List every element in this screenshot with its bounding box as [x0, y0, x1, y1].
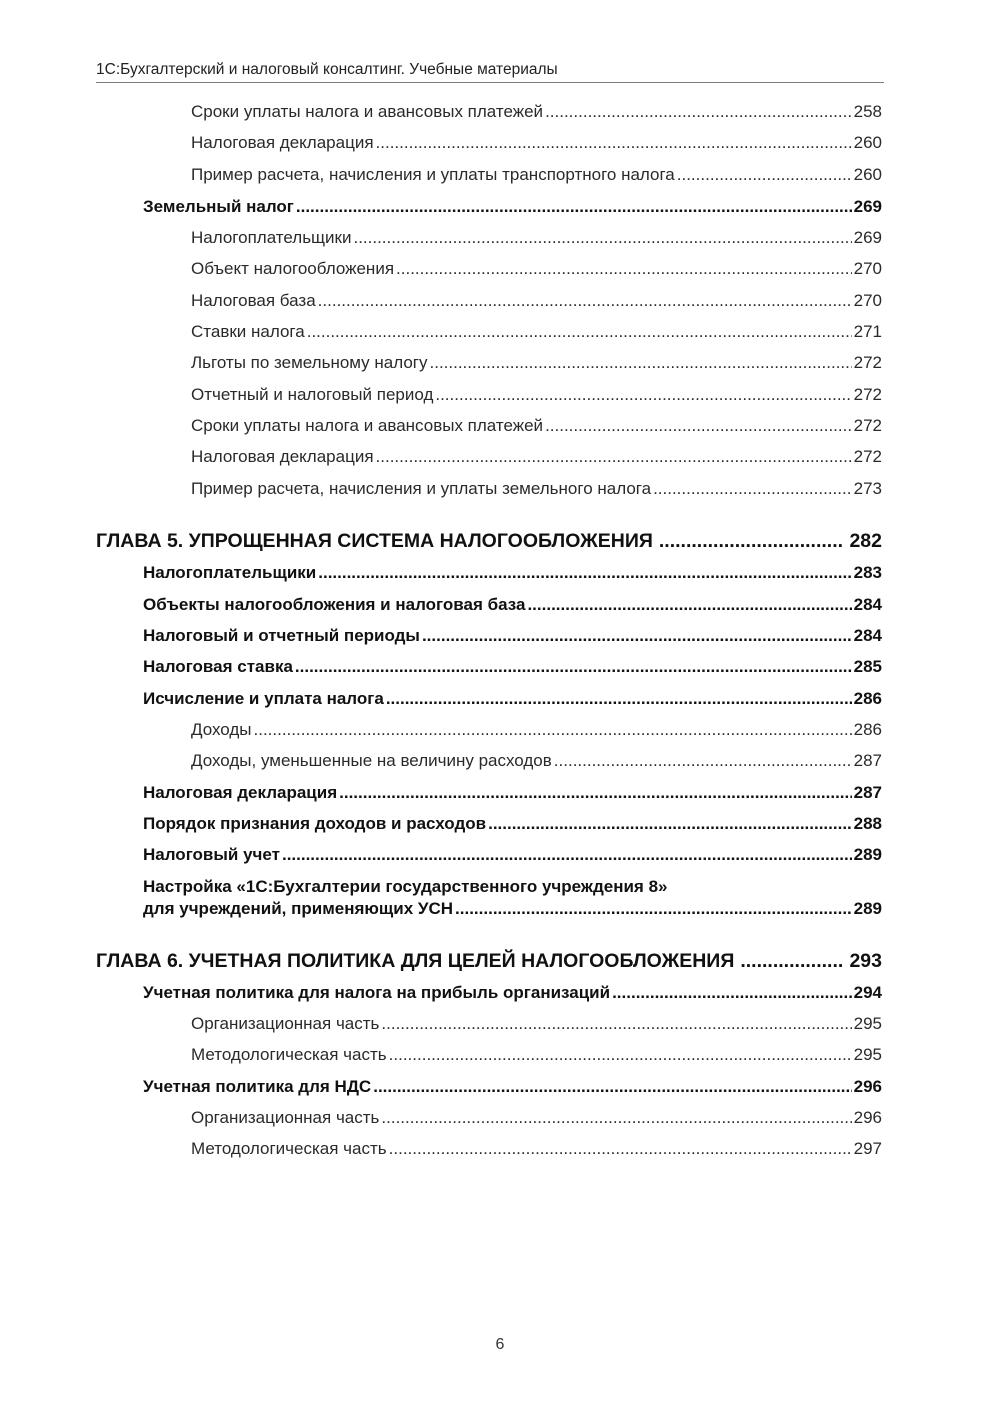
toc-entry[interactable] [191, 1044, 882, 1066]
toc-entry-page: 297 [853, 1139, 882, 1158]
toc-leader-dots [307, 321, 852, 343]
toc-entry[interactable] [191, 1107, 882, 1129]
toc-section-page: 296 [853, 1077, 882, 1096]
toc-section-page: 269 [853, 197, 882, 216]
toc-entry-page: 272 [853, 385, 882, 404]
toc-entry[interactable] [191, 258, 882, 280]
toc-entry-page: 273 [853, 479, 882, 498]
toc-entry-page: 270 [853, 259, 882, 278]
toc-entry[interactable] [191, 164, 882, 186]
toc-leader-dots [430, 352, 852, 374]
toc-entry-page: 272 [853, 353, 882, 372]
toc-leader-dots [612, 982, 852, 1004]
toc-chapter-5[interactable] [96, 529, 882, 553]
toc-entry-title: Налогоплательщики [191, 228, 352, 247]
toc-leader-dots [422, 625, 852, 647]
toc-section-title: Налоговая декларация [143, 783, 338, 802]
toc-entry-page: 295 [853, 1014, 882, 1033]
toc-leader-dots [554, 750, 852, 772]
toc-entry-title: Организационная часть [191, 1014, 380, 1033]
toc-leader-dots [318, 290, 852, 312]
page-number: 6 [495, 1336, 505, 1353]
toc-leader-dots [353, 227, 851, 249]
toc-entry-page: 271 [853, 322, 882, 341]
toc-section-page: 294 [853, 983, 882, 1002]
toc-entry-title: Налоговая декларация [191, 133, 374, 152]
toc-leader-dots [653, 478, 852, 500]
toc-entry[interactable] [191, 321, 882, 343]
toc-chapter-title: ГЛАВА 6. УЧЕТНАЯ ПОЛИТИКА ДЛЯ ЦЕЛЕЙ НАЛОГООБЛОЖЕНИЯ [96, 950, 735, 972]
toc-section-line2 [143, 898, 882, 920]
toc-section[interactable] [143, 625, 882, 647]
toc-section-title: Учетная политика для налога на прибыль организаций [143, 983, 611, 1002]
toc-entry[interactable] [191, 478, 882, 500]
toc-section[interactable] [143, 196, 882, 218]
toc-leader-dots [376, 132, 852, 154]
toc-leader-dots [381, 1107, 851, 1129]
toc-entry-page: 260 [853, 165, 882, 184]
toc-section[interactable] [143, 594, 882, 616]
toc-section-page: 287 [853, 783, 882, 802]
toc-entry-title: Ставки налога [191, 322, 305, 341]
toc-section-page: 289 [853, 899, 882, 918]
header-rule [96, 82, 884, 83]
toc-leader-dots [318, 562, 851, 584]
toc-entry-title: Доходы [191, 720, 252, 739]
toc-leader-dots [488, 813, 852, 835]
toc-section-title: Исчисление и уплата налога [143, 689, 384, 708]
toc-entry-page: 295 [853, 1045, 882, 1064]
toc-leader-dots [545, 415, 852, 437]
toc-leader-dots [339, 782, 851, 804]
toc-entry-title: Сроки уплаты налога и авансовых платежей [191, 102, 544, 121]
toc-leader-dots [381, 1013, 851, 1035]
toc-chapter-page: 293 [849, 950, 882, 972]
toc-entry-page: 272 [853, 416, 882, 435]
toc-leader-dots [376, 446, 852, 468]
toc-entry[interactable] [191, 290, 882, 312]
toc-leader-dots [254, 719, 852, 741]
toc-leader-dots [389, 1138, 852, 1160]
toc-leader-dots [386, 688, 852, 710]
toc-entry-page: 260 [853, 133, 882, 152]
toc-section[interactable] [143, 562, 882, 584]
toc-section[interactable] [143, 1076, 882, 1098]
toc-section-title: Порядок признания доходов и расходов [143, 814, 487, 833]
toc-entry-title: Налоговая база [191, 291, 316, 310]
toc-section-multiline[interactable] [143, 876, 882, 920]
toc-section-title: Налогоплательщики [143, 563, 317, 582]
toc-entry-title: Отчетный и налоговый период [191, 385, 434, 404]
toc-leader-dots [389, 1044, 852, 1066]
toc-entry[interactable] [191, 101, 882, 123]
toc-entry[interactable] [191, 750, 882, 772]
toc-entry[interactable] [191, 719, 882, 741]
toc-section[interactable] [143, 844, 882, 866]
toc-section-page: 286 [853, 689, 882, 708]
toc-entry-title: Налоговая декларация [191, 447, 374, 466]
toc-section-title: Земельный налог [143, 197, 294, 216]
toc-leader-dots [527, 594, 851, 616]
toc-leader-dots [373, 1076, 851, 1098]
toc-leader-dots [435, 384, 851, 406]
toc-entry-title: Сроки уплаты налога и авансовых платежей [191, 416, 544, 435]
toc-entry-title: Пример расчета, начисления и уплаты земельного налога [191, 479, 652, 498]
toc-section-title: Налоговый учет [143, 845, 280, 864]
toc-section-title-line1: Настройка «1С:Бухгалтерии государственного учреждения 8» [143, 877, 668, 896]
toc-entry[interactable] [191, 227, 882, 249]
toc-leader-dots [659, 529, 844, 553]
toc-section[interactable] [143, 813, 882, 835]
toc-section-page: 284 [853, 626, 882, 645]
toc-section-page: 289 [853, 845, 882, 864]
toc-entry-page: 296 [853, 1108, 882, 1127]
toc-chapter-page: 282 [849, 530, 882, 552]
toc-leader-dots [455, 898, 852, 920]
toc-section-title: Учетная политика для НДС [143, 1077, 372, 1096]
toc-entry-title: Методологическая часть [191, 1139, 387, 1158]
toc-section-title-line2: для учреждений, применяющих УСН [143, 899, 454, 918]
toc-entry[interactable] [191, 415, 882, 437]
toc-leader-dots [740, 949, 843, 973]
toc-entry-page: 269 [853, 228, 882, 247]
toc-entry-title: Организационная часть [191, 1108, 380, 1127]
toc-chapter-6[interactable] [96, 949, 882, 973]
toc-leader-dots [677, 164, 852, 186]
toc-leader-dots [282, 844, 852, 866]
toc-entry[interactable] [191, 384, 882, 406]
toc-entry[interactable] [191, 1138, 882, 1160]
toc-section-page: 288 [853, 814, 882, 833]
toc-leader-dots [396, 258, 852, 280]
toc-section-page: 284 [853, 595, 882, 614]
toc-entry-page: 286 [853, 720, 882, 739]
toc-section-page: 283 [853, 563, 882, 582]
toc-section-title: Объекты налогообложения и налоговая база [143, 595, 526, 614]
toc-section[interactable] [143, 982, 882, 1004]
toc-leader-dots [295, 656, 852, 678]
toc-entry-page: 272 [853, 447, 882, 466]
toc-entry-title: Доходы, уменьшенные на величину расходов [191, 751, 552, 770]
toc-section[interactable] [143, 782, 882, 804]
toc-entry[interactable] [191, 132, 882, 154]
toc-entry-page: 270 [853, 291, 882, 310]
toc-entry-title: Объект налогообложения [191, 259, 395, 278]
toc-entry[interactable] [191, 352, 882, 374]
toc-section-title: Налоговый и отчетный периоды [143, 626, 420, 645]
toc-entry[interactable] [191, 446, 882, 468]
toc-section[interactable] [143, 688, 882, 710]
toc-section-page: 285 [853, 657, 882, 676]
toc-entry-page: 258 [853, 102, 882, 121]
toc-section[interactable] [143, 656, 882, 678]
toc-entry-title: Методологическая часть [191, 1045, 387, 1064]
toc-entry-title: Пример расчета, начисления и уплаты транспортного налога [191, 165, 675, 184]
running-header: 1С:Бухгалтерский и налоговый консалтинг. Учебные материалы [96, 61, 558, 78]
toc-entry-title: Льготы по земельному налогу [191, 353, 428, 372]
toc-entry-page: 287 [853, 751, 882, 770]
toc-section-title: Налоговая ставка [143, 657, 293, 676]
toc-chapter-title: ГЛАВА 5. УПРОЩЕННАЯ СИСТЕМА НАЛОГООБЛОЖЕНИЯ [96, 530, 653, 552]
toc-leader-dots [545, 101, 852, 123]
toc-entry[interactable] [191, 1013, 882, 1035]
toc-leader-dots [296, 196, 852, 218]
